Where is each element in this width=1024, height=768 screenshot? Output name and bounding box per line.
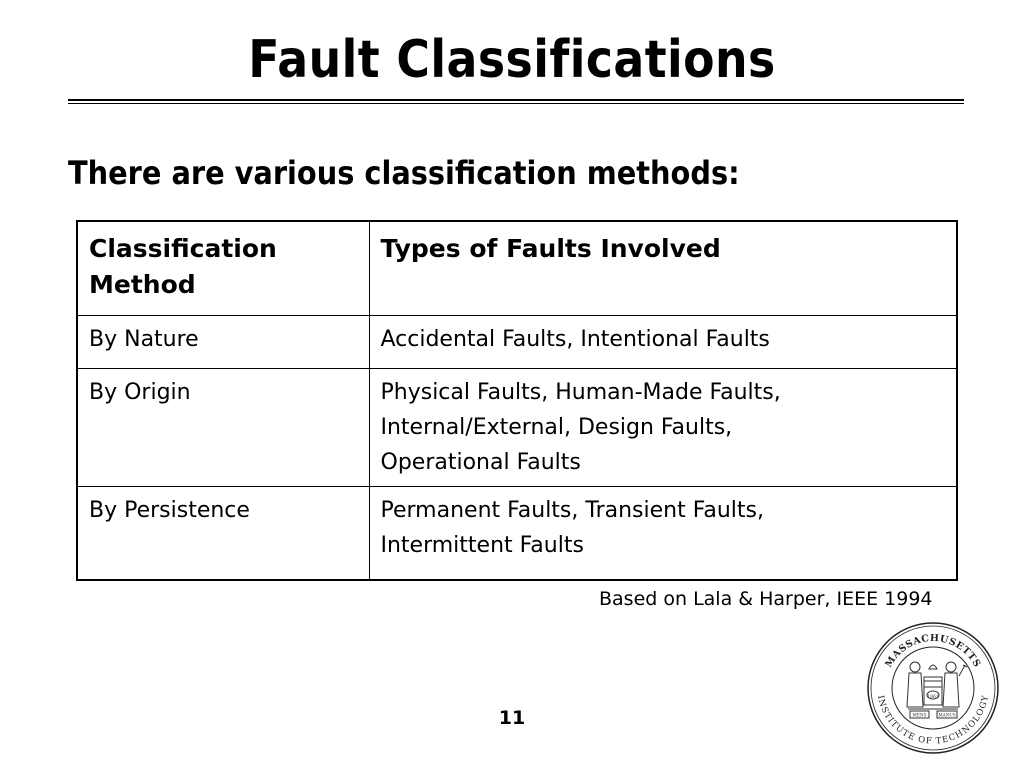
svg-text:MASSACHUSETTS: MASSACHUSETTS bbox=[883, 632, 983, 670]
seal-year: 1861 bbox=[927, 695, 939, 700]
header-classification-method: Classification Method bbox=[77, 221, 369, 316]
intro-text: There are various classification methods: bbox=[68, 154, 740, 192]
seal-motto-mens: MENS bbox=[912, 712, 927, 718]
table-row bbox=[77, 316, 957, 369]
types-line: Operational Faults bbox=[380, 450, 581, 475]
header-types-of-faults: Types of Faults Involved bbox=[369, 221, 957, 316]
slide-title: Fault Classifications bbox=[248, 30, 776, 90]
seal-motto-manus: MANUS bbox=[938, 712, 956, 718]
method-cell: By Nature bbox=[77, 316, 369, 369]
page-number: 11 bbox=[498, 707, 526, 729]
table-header-row bbox=[77, 221, 957, 316]
svg-text:INSTITUTE OF TECHNOLOGY: INSTITUTE OF TECHNOLOGY bbox=[874, 694, 992, 747]
source-citation: Based on Lala & Harper, IEEE 1994 bbox=[599, 588, 933, 610]
types-line: Internal/External, Design Faults, bbox=[380, 415, 733, 440]
types-line: Intermittent Faults bbox=[380, 533, 584, 558]
title-divider-thin bbox=[68, 103, 964, 104]
types-line: Permanent Faults, Transient Faults, bbox=[380, 498, 764, 523]
types-cell bbox=[369, 369, 957, 487]
title-divider bbox=[68, 99, 964, 101]
mit-seal-logo bbox=[866, 621, 1000, 755]
fault-classification-table bbox=[76, 220, 958, 581]
method-cell: By Persistence bbox=[77, 487, 369, 581]
table-row bbox=[77, 487, 957, 581]
types-line: Physical Faults, Human-Made Faults, bbox=[380, 380, 781, 405]
table-row bbox=[77, 369, 957, 487]
types-cell bbox=[369, 487, 957, 581]
method-cell: By Origin bbox=[77, 369, 369, 487]
types-cell: Accidental Faults, Intentional Faults bbox=[369, 316, 957, 369]
